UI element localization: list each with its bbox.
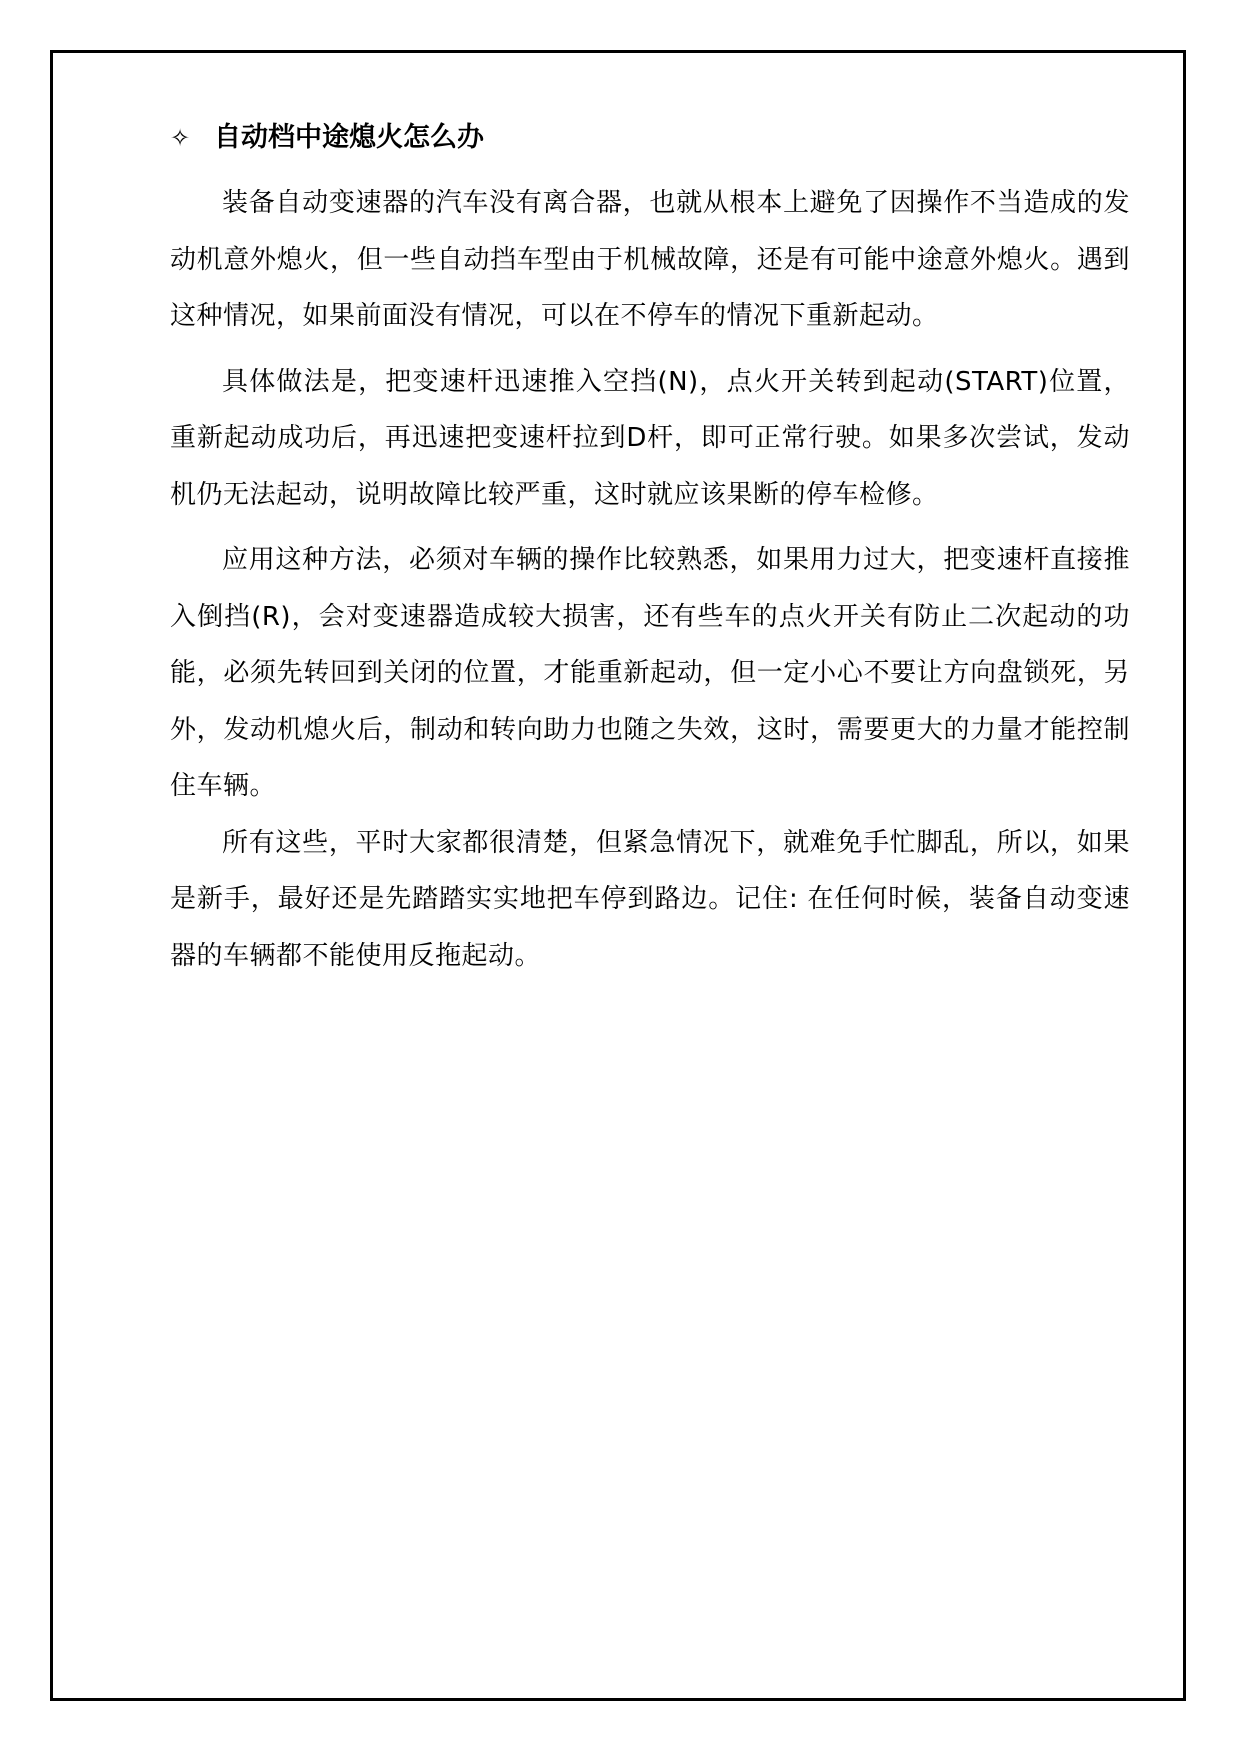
document-body (170, 118, 1130, 984)
four-pointed-star-icon: ✧ (170, 124, 191, 152)
heading-title: 自动档中途熄火怎么办 (214, 122, 484, 153)
paragraph-4: 所有这些，平时大家都很清楚，但紧急情况下，就难免手忙脚乱，所以，如果是新手，最好还是先踏踏实实地把车停到路边。记住: 在任何时候，装备自动变速器的车辆都不能使用反拖起动。 (170, 827, 1130, 971)
paragraph-3: 应用这种方法，必须对车辆的操作比较熟悉，如果用力过大，把变速杆直接推入倒挡(R)，会对变速器造成较大损害，还有些车的点火开关有防止二次起动的功能，必须先转回到关闭的位置，才能重新起动，但一定小心不要让方向盘锁死，另外，发动机熄火后，制动和转向助力也随之失效，这时，需要更大的力量才能控制住车辆。 (170, 545, 1130, 801)
paragraph-2: 具体做法是，把变速杆迅速推入空挡(N)，点火开关转到起动(START)位置，重新起动成功后，再迅速把变速杆拉到D杆，即可正常行驶。如果多次尝试，发动机仍无法起动，说明故障比较严重，这时就应该果断的停车检修。 (170, 366, 1130, 510)
section-heading (170, 118, 1130, 158)
paragraph-1: 装备自动变速器的汽车没有离合器，也就从根本上避免了因操作不当造成的发动机意外熄火，但一些自动挡车型由于机械故障，还是有可能中途意外熄火。遇到这种情况，如果前面没有情况，可以在不停车的情况下重新起动。 (170, 188, 1130, 331)
